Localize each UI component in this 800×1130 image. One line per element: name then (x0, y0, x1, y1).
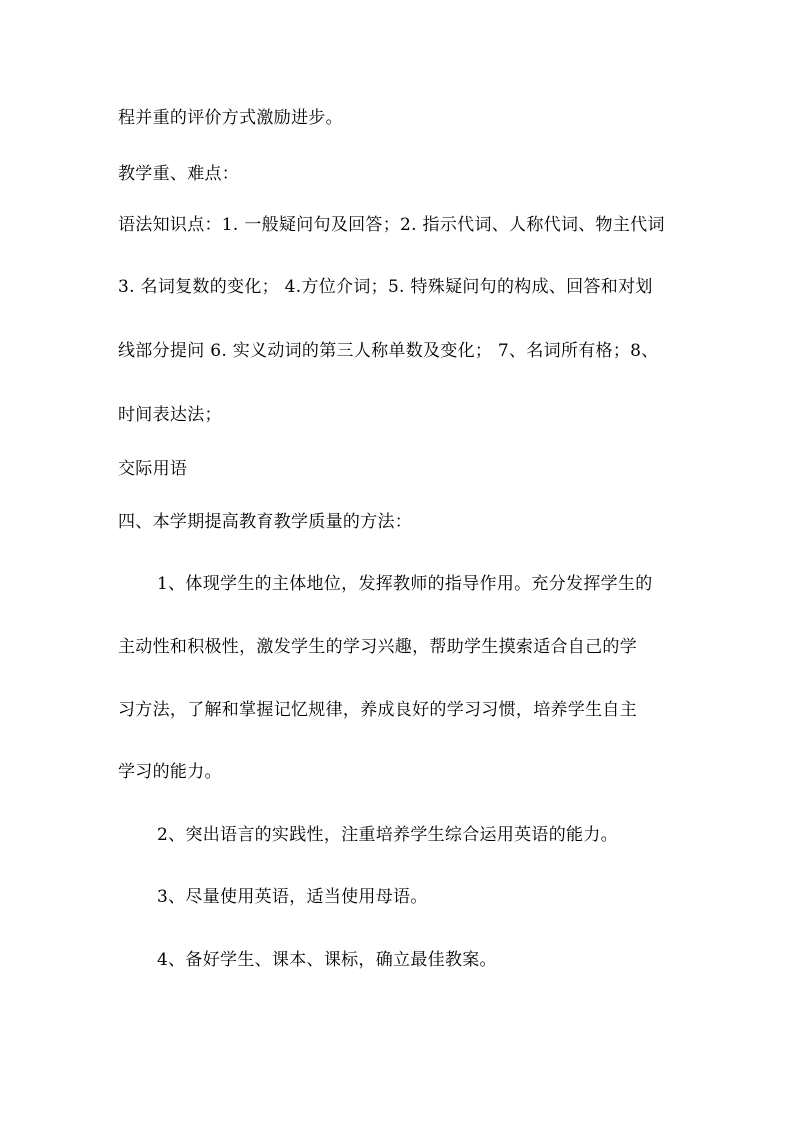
text-line-communication: 交际用语 (118, 459, 188, 479)
text-line-1: 程并重的评价方式激励进步。 (118, 108, 343, 128)
method-item-4: 4、备好学生、课本、课标，确立最佳教案。 (157, 950, 497, 970)
text-line-5: 线部分提问 6. 实义动词的第三人称单数及变化； 7、名词所有格；8、 (118, 341, 659, 361)
text-line-10: 主动性和积极性，激发学生的学习兴趣，帮助学生摸索适合自己的学 (118, 637, 637, 657)
text-line-4: 3. 名词复数的变化； 4.方位介词；5. 特殊疑问句的构成、回答和对划 (118, 277, 653, 297)
text-line-11: 习方法，了解和掌握记忆规律，养成良好的学习习惯，培养学生自主 (118, 700, 637, 720)
text-line-grammar-points: 语法知识点：1. 一般疑问句及回答；2. 指示代词、人称代词、物主代词 (118, 215, 665, 235)
section-heading-key-points: 教学重、难点： (118, 164, 240, 184)
method-item-2: 2、突出语言的实践性，注重培养学生综合运用英语的能力。 (157, 825, 618, 845)
text-line-6: 时间表达法； (118, 405, 222, 425)
section-heading-methods: 四、本学期提高教育教学质量的方法： (118, 512, 413, 532)
text-line-12: 学习的能力。 (118, 762, 222, 782)
method-item-3: 3、尽量使用英语，适当使用母语。 (157, 887, 428, 907)
method-item-1: 1、体现学生的主体地位，发挥教师的指导作用。充分发挥学生的 (157, 574, 653, 594)
